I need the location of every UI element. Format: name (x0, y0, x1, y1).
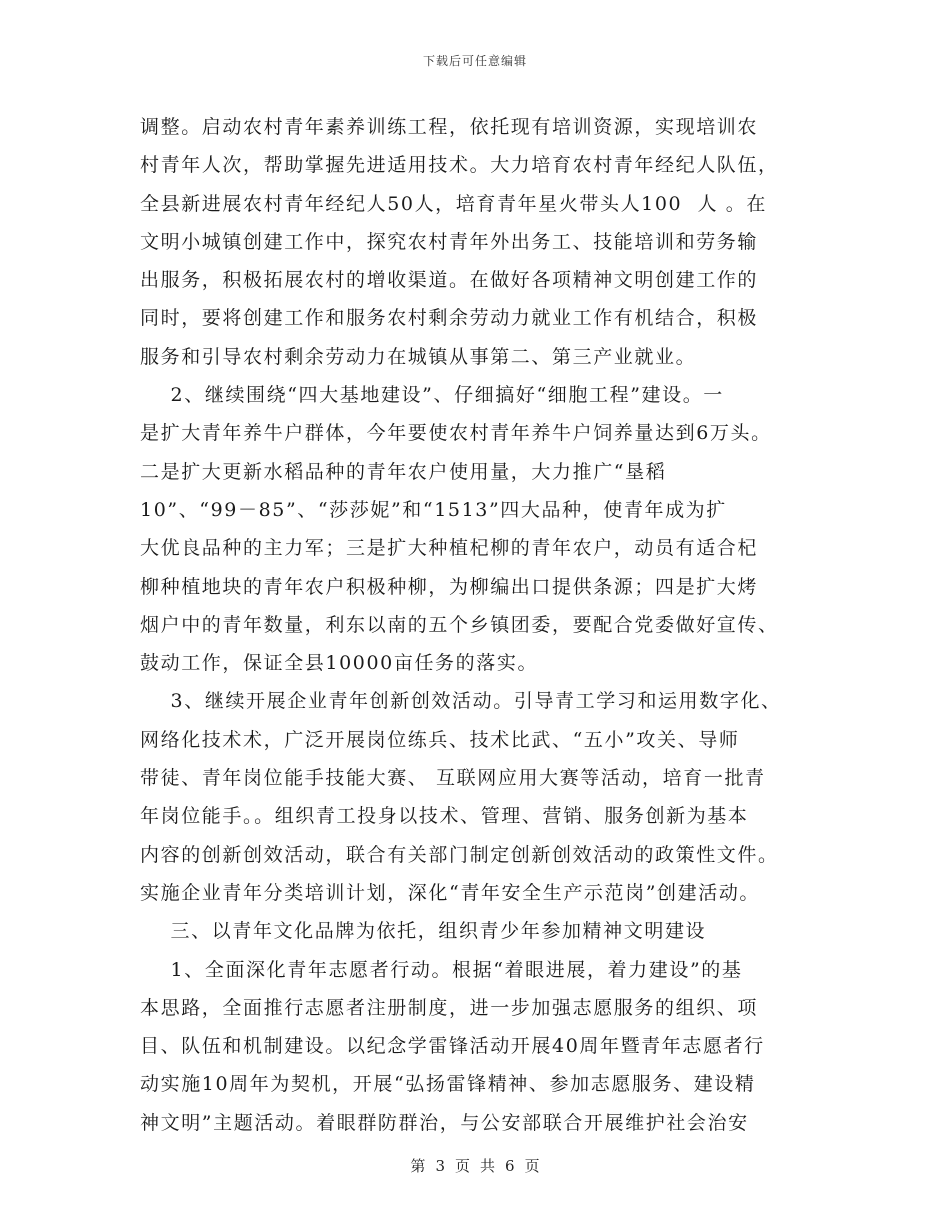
body-line: 调整。启动农村青年素养训练工程，依托现有培训资源，实现培训农 (140, 116, 759, 138)
page-footer (0, 1155, 950, 1176)
body-line: 内容的创新创效活动，联合有关部门制定创新创效活动的政策性文件。 (140, 843, 779, 866)
body-line: 带徒、青年岗位能手技能大赛、 互联网应用大赛等活动，培育一批青 (140, 767, 766, 790)
body-line: 出服务，积极拓展农村的增收渠道。在做好各项精神文明创建工作的 (140, 269, 759, 292)
body-line: 大优良品种的主力军；三是扩大种植杞柳的青年农户，动员有适合杞 (140, 537, 759, 560)
body-line: 动实施10周年为契机，开展“弘扬雷锋精神、参加志愿服务、建设精 (140, 1073, 756, 1096)
body-line: 10”、“99－85”、“莎莎妮”和“1513”四大品种，使青年成为扩 (140, 498, 727, 521)
body-line: 实施企业青年分类培训计划，深化“青年安全生产示范岗”创建活动。 (140, 881, 761, 904)
footer-page-word: 页 (454, 1157, 470, 1175)
document-body (140, 108, 810, 1142)
footer-prefix: 第 (410, 1157, 426, 1175)
footer-total-word: 共 (480, 1157, 496, 1175)
total-pages-number: 6 (505, 1157, 515, 1175)
footer-suffix: 页 (524, 1157, 540, 1175)
body-line: 是扩大青年养牛户群体，今年要使农村青年养牛户饲养量达到6万头。 (140, 422, 772, 445)
body-line: 同时，要将创建工作和服务农村剩余劳动力就业工作有机结合，积极 (140, 307, 759, 330)
body-line: 全县新进展农村青年经纪人50人，培育青年星火带头人100 人 。在 (140, 192, 767, 215)
page-header: 下载后可任意编辑 (422, 54, 527, 68)
body-line: 网络化技术术，广泛开展岗位练兵、技术比武、“五小”攻关、导师 (140, 728, 740, 751)
section-heading: 三、以青年文化品牌为依托，组织青少年参加精神文明建设 (140, 920, 707, 943)
body-line: 二是扩大更新水稻品种的青年农户使用量，大力推广“垦稻 (140, 460, 667, 483)
body-line: 1、全面深化青年志愿者行动。根据“着眼进展，着力建设”的基 (140, 958, 743, 981)
body-line: 鼓动工作，保证全县10000亩任务的落实。 (140, 652, 539, 675)
body-line: 3、继续开展企业青年创新创效活动。引导青工学习和运用数字化、 (140, 690, 782, 713)
body-line: 目、队伍和机制建设。以纪念学雷锋活动开展40周年暨青年志愿者行 (140, 1035, 765, 1058)
body-line: 神文明”主题活动。着眼群防群治，与公安部联合开展维护社会治安 (140, 1111, 749, 1134)
body-line: 柳种植地块的青年农户积极种柳，为柳编出口提供条源；四是扩大烤 (140, 575, 759, 598)
body-line: 服务和引导农村剩余劳动力在城镇从事第二、第三产业就业。 (140, 345, 697, 368)
body-line: 烟户中的青年数量，利东以南的五个乡镇团委，要配合党委做好宣传、 (140, 613, 779, 636)
body-line: 文明小城镇创建工作中，探究农村青年外出务工、技能培训和劳务输 (140, 230, 759, 253)
body-line: 2、继续围绕“四大基地建设”、仔细搞好“细胞工程”建设。一 (140, 384, 724, 407)
body-line: 本思路，全面推行志愿者注册制度，进一步加强志愿服务的组织、项 (140, 996, 759, 1019)
current-page-number: 3 (435, 1157, 445, 1175)
body-line: 村青年人次，帮助掌握先进适用技术。大力培育农村青年经纪人队伍， (140, 154, 779, 177)
body-line: 年岗位能手。。组织青工投身以技术、管理、营销、服务创新为基本 (140, 805, 749, 828)
